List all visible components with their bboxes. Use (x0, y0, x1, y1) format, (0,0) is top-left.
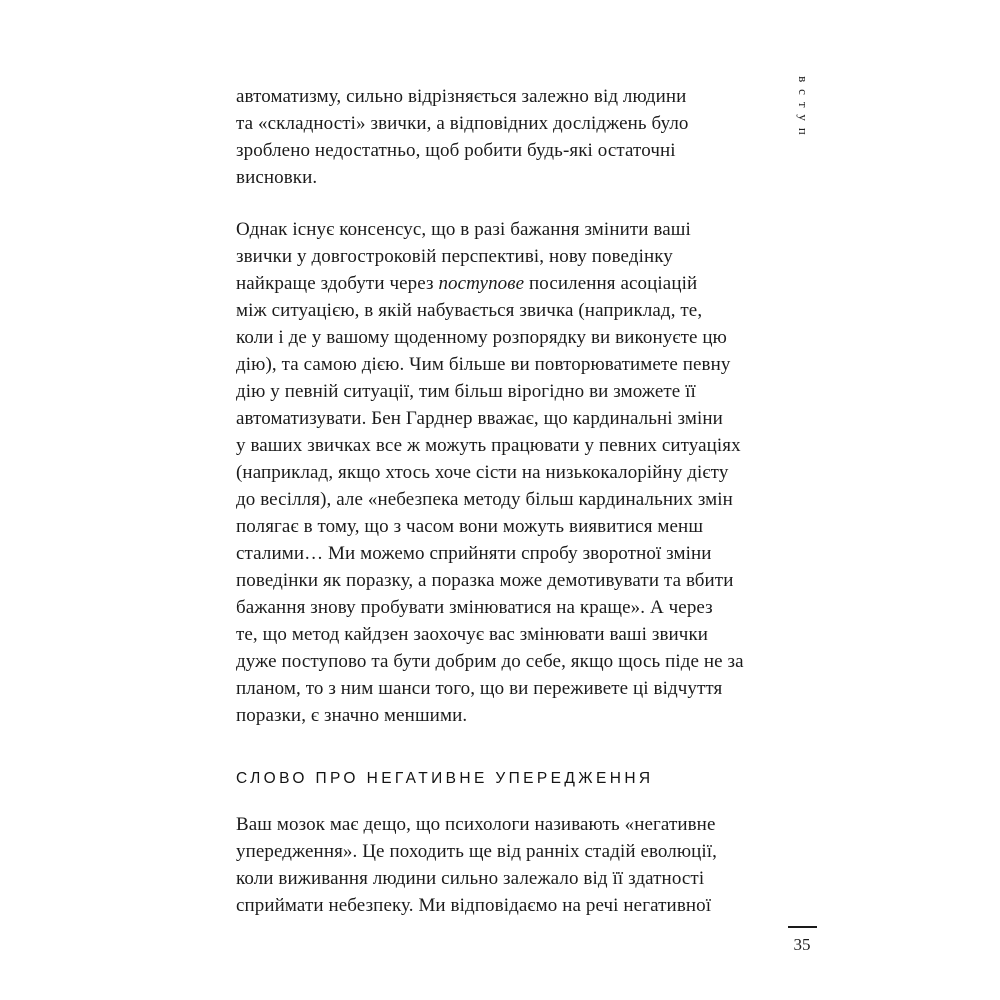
text-line: дуже поступово та бути добрим до себе, якщо щось піде не за (236, 651, 744, 672)
text-line: Однак існує консенсус, що в разі бажання змінити ваші (236, 219, 691, 240)
page-body (236, 83, 781, 919)
text-line: сталими… Ми можемо сприйняти спробу зворотної зміни (236, 543, 712, 564)
text-line: дію), та самою дією. Чим більше ви повторюватимете певну (236, 354, 731, 375)
text-line: зроблено недостатньо, щоб робити будь-які остаточні (236, 140, 676, 161)
text-line: до весілля), але «небезпека методу більш кардинальних змін (236, 489, 733, 510)
text-line: бажання знову пробувати змінюватися на краще». А через (236, 597, 713, 618)
text-line: автоматизму, сильно відрізняється залежно від людини (236, 86, 687, 107)
text-line: найкраще здобути через поступове посилення асоціацій (236, 273, 698, 294)
text-line: (наприклад, якщо хтось хоче сісти на низькокалорійну дієту (236, 462, 729, 483)
text-line: поведінки як поразку, а поразка може демотивувати та вбити (236, 570, 734, 591)
text-line: та «складності» звички, а відповідних досліджень було (236, 113, 689, 134)
page-number: 35 (793, 935, 811, 954)
text-line: коли і де у вашому щоденному розпорядку ви виконуєте цю (236, 327, 727, 348)
text-line: планом, то з ним шанси того, що ви переживете ці відчуття (236, 678, 723, 699)
text-line: поразки, є значно меншими. (236, 705, 468, 726)
text-line: полягає в тому, що з часом вони можуть виявитися менш (236, 516, 704, 537)
text-line: сприймати небезпеку. Ми відповідаємо на речі негативної (236, 895, 712, 916)
running-header: вступ (796, 76, 811, 142)
page-footer (772, 926, 832, 955)
paragraph (236, 811, 781, 919)
text-line: дію у певній ситуації, тим більш вірогідно ви зможете її (236, 381, 696, 402)
text-line: між ситуацією, в якій набувається звичка (наприклад, те, (236, 300, 703, 321)
paragraph (236, 216, 781, 729)
footer-rule (788, 926, 817, 928)
text-line: автоматизувати. Бен Гарднер вважає, що кардинальні зміни (236, 408, 723, 429)
text-line: у ваших звичках все ж можуть працювати у певних ситуаціях (236, 435, 741, 456)
text-line: висновки. (236, 167, 318, 188)
paragraph (236, 83, 781, 191)
text-line: Ваш мозок має дещо, що психологи називають «негативне (236, 814, 716, 835)
text-line: звички у довгостроковій перспективі, нову поведінку (236, 246, 673, 267)
text-line: те, що метод кайдзен заохочує вас змінювати ваші звички (236, 624, 709, 645)
text-line: коли виживання людини сильно залежало від її здатності (236, 868, 705, 889)
text-line: упередження». Це походить ще від ранніх стадій еволюції, (236, 841, 718, 862)
section-heading: СЛОВО ПРО НЕГАТИВНЕ УПЕРЕДЖЕННЯ (236, 770, 654, 787)
